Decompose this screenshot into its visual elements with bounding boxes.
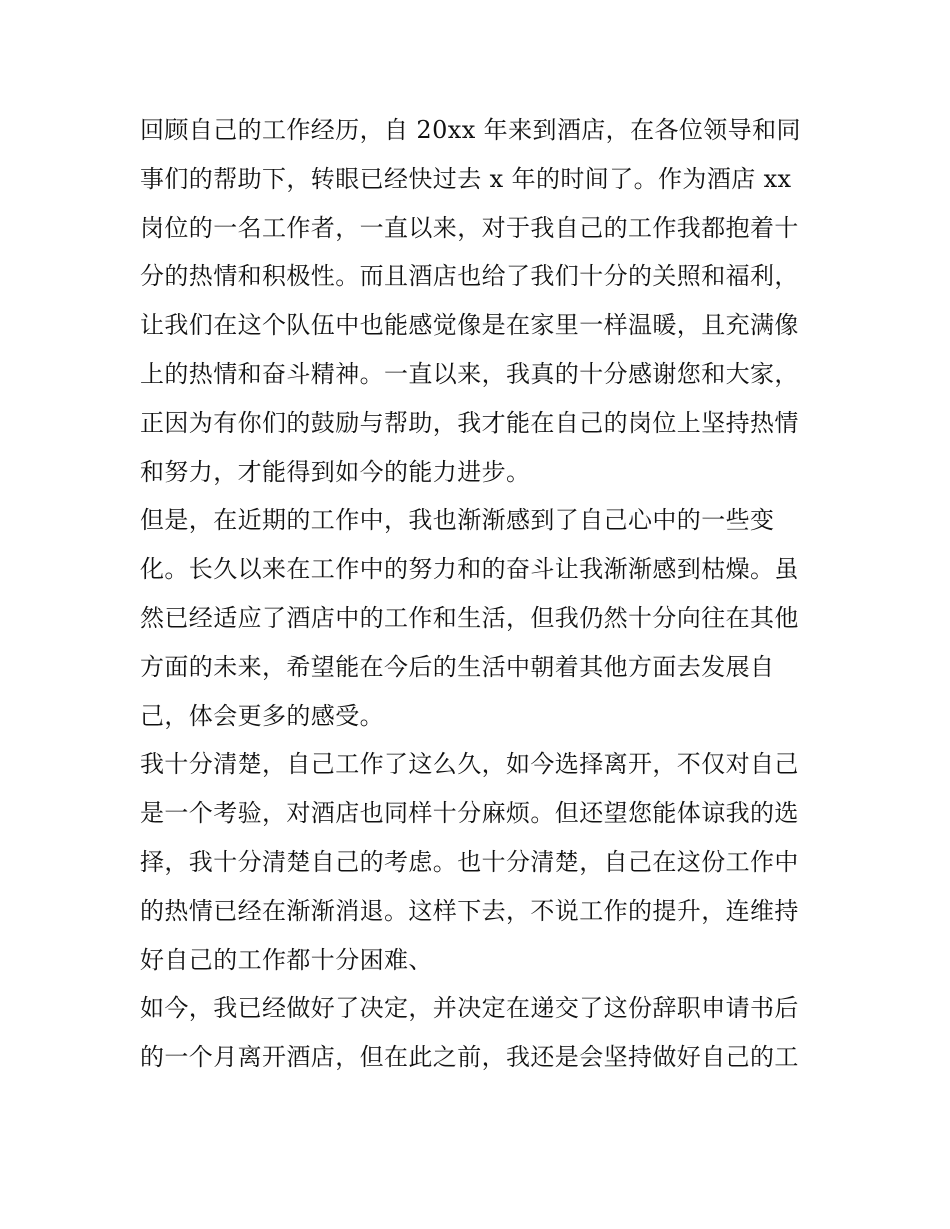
- text-line: 和努力，才能得到如今的能力进步。: [140, 457, 531, 486]
- document-body: [140, 106, 820, 1082]
- text-line: 我十分清楚，自己工作了这么久，如今选择离开，不仅对自己: [140, 750, 799, 779]
- text-line: 分的热情和积极性。而且酒店也给了我们十分的关照和福利，: [140, 262, 799, 291]
- text-line: 但是，在近期的工作中，我也渐渐感到了自己心中的一些变: [140, 506, 775, 535]
- text-line: 岗位的一名工作者，一直以来，对于我自己的工作我都抱着十: [140, 213, 799, 242]
- text-line: 如今，我已经做好了决定，并决定在递交了这份辞职申请书后: [140, 994, 799, 1023]
- text-line: 方面的未来，希望能在今后的生活中朝着其他方面去发展自: [140, 652, 775, 681]
- text-line: 是一个考验，对酒店也同样十分麻烦。但还望您能体谅我的选: [140, 799, 799, 828]
- text-line: 的热情已经在渐渐消退。这样下去，不说工作的提升，连维持: [140, 896, 799, 925]
- text-line: 然已经适应了酒店中的工作和生活，但我仍然十分向往在其他: [140, 603, 799, 632]
- text-line: 回顾自己的工作经历，自 20xx 年来到酒店，在各位领导和同: [140, 116, 801, 144]
- text-line: 择，我十分清楚自己的考虑。也十分清楚，自己在这份工作中: [140, 847, 799, 876]
- text-line: 事们的帮助下，转眼已经快过去 x 年的时间了。作为酒店 xx: [140, 164, 792, 193]
- text-line: 己，体会更多的感受。: [140, 701, 384, 730]
- text-line: 正因为有你们的鼓励与帮助，我才能在自己的岗位上坚持热情: [140, 408, 799, 437]
- text-line: 让我们在这个队伍中也能感觉像是在家里一样温暖，且充满像: [140, 311, 799, 340]
- text-line: 上的热情和奋斗精神。一直以来，我真的十分感谢您和大家，: [140, 359, 799, 388]
- text-line: 的一个月离开酒店，但在此之前，我还是会坚持做好自己的工: [140, 1043, 799, 1072]
- text-line: 好自己的工作都十分困难、: [140, 945, 433, 974]
- text-line: 化。长久以来在工作中的努力和的奋斗让我渐渐感到枯燥。虽: [140, 555, 799, 584]
